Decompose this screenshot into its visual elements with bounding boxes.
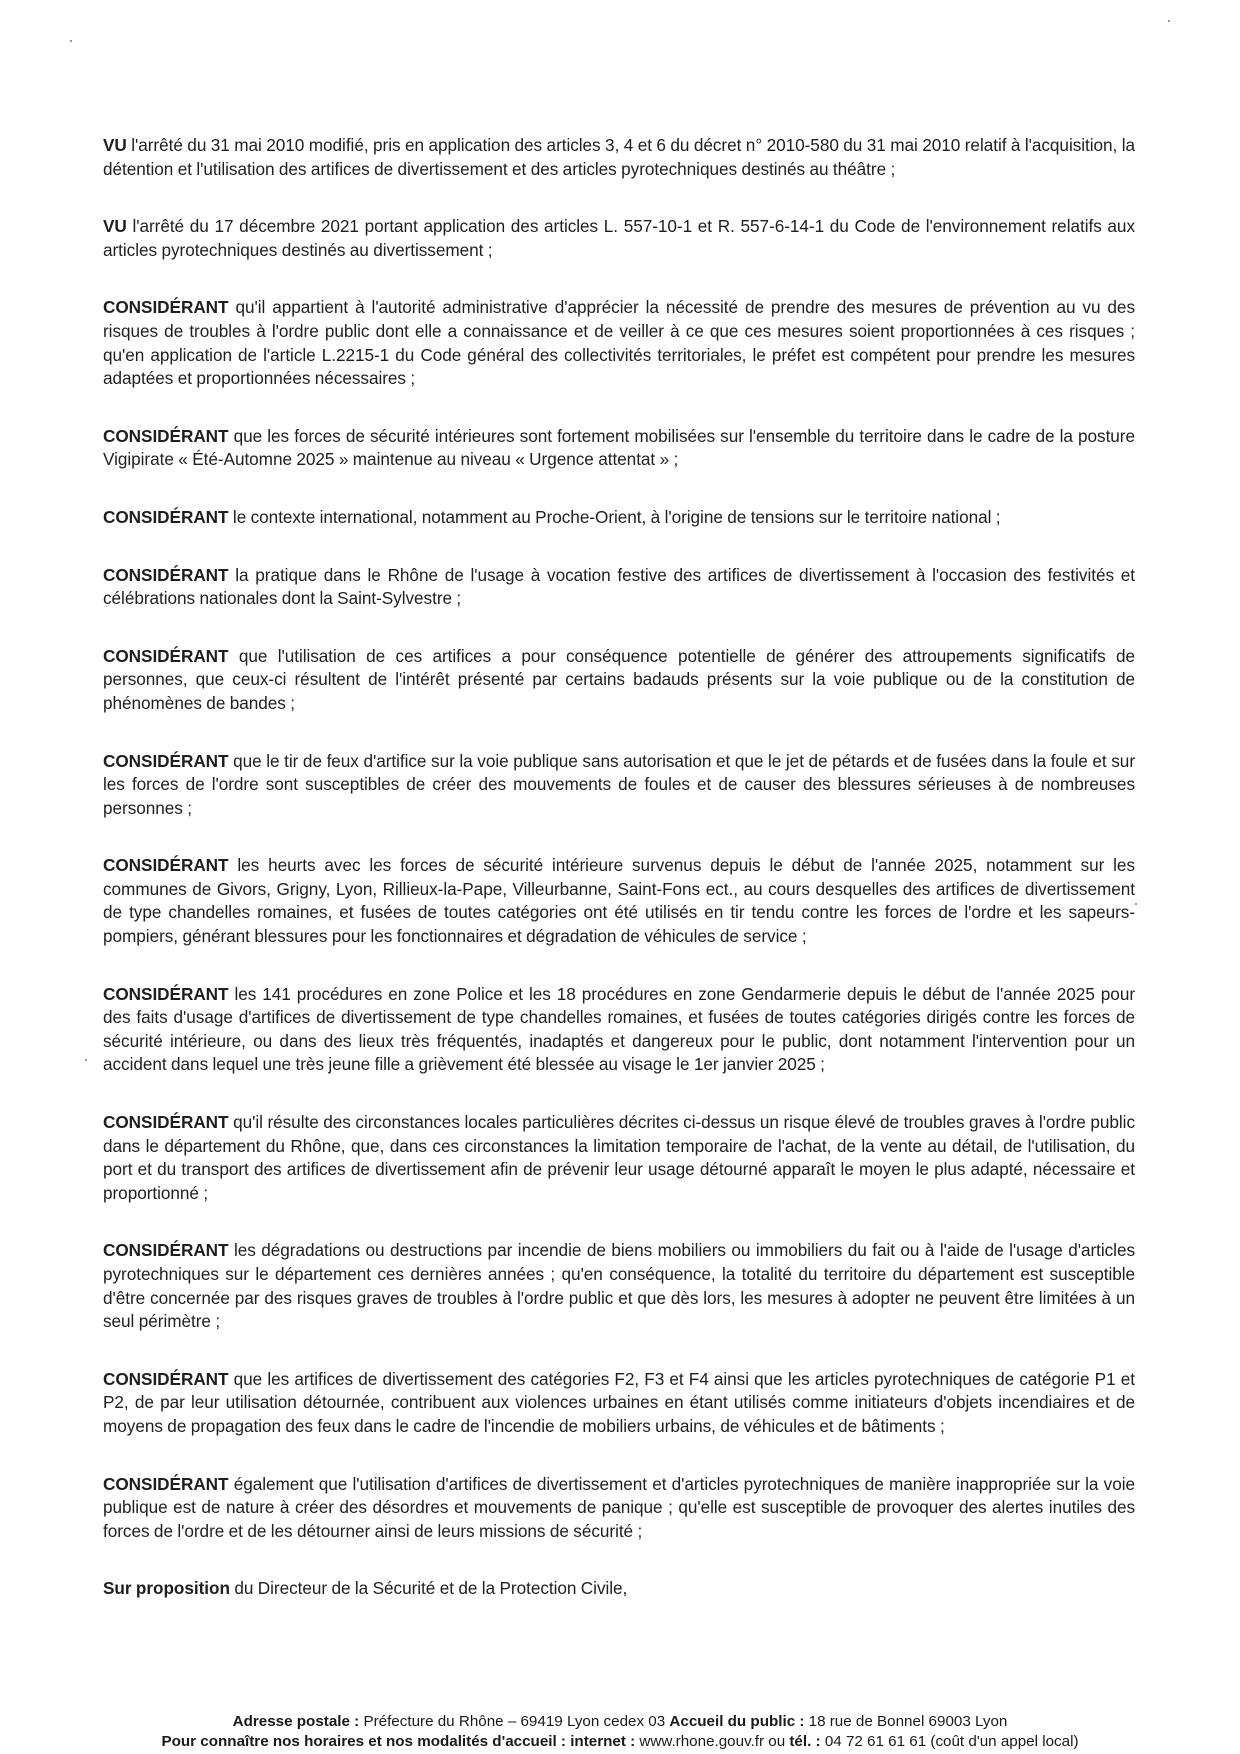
footer-hours-value: www.rhone.gouv.fr ou — [635, 1733, 790, 1750]
paragraph-text: que les artifices de divertissement des catégories F2, F3 et F4 ainsi que les articles pyrotechniques de catégorie P1 et P2, de par leur utilisation détournée, contribuent aux violences urbaines en étant utilisés comme initiateurs d'objets incendiaires et de moyens de propagation des feux dans le cadre de l'incendie de mobiliers urbains, de véhicules et de bâtiments ; — [103, 1368, 1135, 1436]
paragraph-sur-proposition — [103, 1577, 1135, 1601]
paragraph-considerant-2 — [103, 425, 1135, 472]
footer-address-value: Préfecture du Rhône – 69419 Lyon cedex 03 — [359, 1713, 670, 1730]
paragraph-text: les 141 procédures en zone Police et les 18 procédures en zone Gendarmerie depuis le début de l'année 2025 pour des faits d'usage d'artifices de divertissement de type chandelles romaines, et fusées de toutes catégories dirigés contre les forces de sécurité intérieure, ou dans des lieux très fréquentés, inadaptés et dangereux pour le public, dont notamment l'intervention pour un accident dans lequel une très jeune fille a grièvement été blessée au visage le 1er janvier 2025 ; — [103, 983, 1135, 1075]
paragraph-keyword: CONSIDÉRANT — [103, 645, 229, 666]
page-footer — [90, 1712, 1150, 1752]
paragraph-keyword: CONSIDÉRANT — [103, 506, 229, 527]
paragraph-considerant-10 — [103, 1239, 1135, 1333]
paragraph-text: les dégradations ou destructions par incendie de biens mobiliers ou immobiliers du fait ou à l'aide de l'usage d'articles pyrotechniques sur le département ces dernières années ; qu'en conséquence, la totalité du territoire du département est susceptible d'être concernée par des risques graves de troubles à l'ordre public et que dès lors, les mesures à adopter ne peuvent être limitées à un seul périmètre ; — [103, 1240, 1135, 1332]
footer-reception-value: 18 rue de Bonnel 69003 Lyon — [804, 1713, 1008, 1730]
paragraph-keyword: CONSIDÉRANT — [103, 1473, 229, 1494]
paragraph-text: que le tir de feux d'artifice sur la voie publique sans autorisation et que le jet de pétards et de fusées dans la foule et sur les forces de l'ordre sont susceptibles de créer des mouvements de foules et de causer des blessures sérieuses à de nombreuses personnes ; — [103, 750, 1135, 818]
paragraph-text: les heurts avec les forces de sécurité intérieure survenus depuis le début de l'année 2025, notamment sur les communes de Givors, Grigny, Lyon, Rillieux-la-Pape, Villeurbanne, Saint-Fons ect., au cours desquelles des artifices de divertissement de type chandelles romaines, et fusées de toutes catégories ont été utilisés en tir tendu contre les forces de l'ordre et les sapeurs-pompiers, générant blessures pour les fonctionnaires et dégradation de véhicules de service ; — [103, 855, 1135, 947]
footer-phone-label: tél. : — [789, 1733, 821, 1750]
paragraph-keyword: Sur proposition — [103, 1578, 230, 1599]
paragraph-keyword: CONSIDÉRANT — [103, 1368, 229, 1389]
paragraph-considerant-7 — [103, 854, 1135, 948]
scan-speck — [85, 1059, 87, 1061]
paragraph-text: l'arrêté du 17 décembre 2021 portant application des articles L. 557-10-1 et R. 557-6-14-1 du Code de l'environnement relatifs aux articles pyrotechniques destinés au divertissement ; — [103, 216, 1135, 260]
paragraph-text: que l'utilisation de ces artifices a pour conséquence potentielle de générer des attroupements significatifs de personnes, que ceux-ci résultent de l'intérêt présenté par certains badauds présents sur la voie publique ou de la constitution de phénomènes de bandes ; — [103, 645, 1135, 713]
paragraph-considerant-9 — [103, 1111, 1135, 1205]
paragraph-keyword: CONSIDÉRANT — [103, 297, 229, 318]
paragraph-text: l'arrêté du 31 mai 2010 modifié, pris en application des articles 3, 4 et 6 du décret n° 2010-580 du 31 mai 2010 relatif à l'acquisition, la détention et l'utilisation des artifices de divertissement et des articles pyrotechniques destinés au théâtre ; — [103, 135, 1135, 179]
paragraph-text: qu'il résulte des circonstances locales particulières décrites ci-dessus un risque élevé de troubles graves à l'ordre public dans le département du Rhône, que, dans ces circonstances la limitation temporaire de l'achat, de la vente au détail, de l'utilisation, du port et du transport des artifices de divertissement afin de prévenir leur usage détourné apparaît le moyen le plus adapté, nécessaire et proportionné ; — [103, 1112, 1135, 1203]
paragraph-considerant-6 — [103, 750, 1135, 821]
paragraph-text: qu'il appartient à l'autorité administrative d'apprécier la nécessité de prendre des mesures de prévention au vu des risques de troubles à l'ordre public dont elle a connaissance et de veiller à ce que ces mesures soient proportionnées à ces risques ; qu'en application de l'article L.2215-1 du Code général des collectivités territoriales, le préfet est compétent pour prendre les mesures adaptées et proportionnées nécessaires ; — [103, 297, 1135, 389]
paragraph-considerant-8 — [103, 983, 1135, 1077]
footer-address-line — [90, 1712, 1150, 1732]
paragraph-considerant-4 — [103, 564, 1135, 611]
paragraph-keyword: VU — [103, 135, 127, 155]
scan-speck — [70, 40, 72, 42]
paragraph-keyword: CONSIDÉRANT — [103, 425, 229, 446]
paragraph-text: du Directeur de la Sécurité et de la Protection Civile, — [229, 1578, 628, 1599]
paragraph-considerant-1 — [103, 296, 1135, 390]
paragraph-considerant-3 — [103, 506, 1135, 530]
footer-hours-label: Pour connaître nos horaires et nos modalités d'accueil : internet : — [161, 1733, 636, 1750]
paragraph-keyword: CONSIDÉRANT — [103, 983, 229, 1004]
paragraph-text: la pratique dans le Rhône de l'usage à vocation festive des artifices de divertissement à l'occasion des festivités et célébrations nationales dont la Saint-Sylvestre ; — [103, 564, 1135, 609]
paragraph-text: que les forces de sécurité intérieures sont fortement mobilisées sur l'ensemble du territoire dans le cadre de la posture Vigipirate « Été-Automne 2025 » maintenue au niveau « Urgence attentat » ; — [103, 425, 1135, 470]
paragraph-keyword: CONSIDÉRANT — [103, 1240, 229, 1261]
paragraph-keyword: CONSIDÉRANT — [103, 855, 229, 876]
paragraph-considerant-5 — [103, 645, 1135, 716]
paragraph-keyword: CONSIDÉRANT — [103, 1112, 229, 1133]
scan-speck — [1135, 903, 1137, 905]
paragraph-vu-2 — [103, 215, 1135, 262]
paragraph-text: le contexte international, notamment au Proche-Orient, à l'origine de tensions sur le territoire national ; — [228, 506, 1001, 527]
paragraph-text: également que l'utilisation d'artifices de divertissement et d'articles pyrotechniques de manière inappropriée sur la voie publique est de nature à créer des désordres et mouvements de panique ; qu'elle est susceptible de provoquer des alertes inutiles des forces de l'ordre et de les détourner ainsi de leurs missions de sécurité ; — [103, 1473, 1135, 1541]
paragraph-considerant-12 — [103, 1473, 1135, 1544]
footer-phone-value: 04 72 61 61 61 (coût d'un appel local) — [820, 1733, 1079, 1750]
footer-address-label: Adresse postale : — [232, 1713, 360, 1730]
footer-reception-label: Accueil du public : — [669, 1713, 805, 1730]
scan-speck — [1168, 20, 1170, 22]
paragraph-considerant-11 — [103, 1368, 1135, 1439]
paragraph-keyword: VU — [103, 216, 127, 237]
paragraph-vu-1 — [103, 134, 1135, 181]
paragraph-keyword: CONSIDÉRANT — [103, 750, 229, 771]
document-body — [103, 134, 1135, 1635]
footer-contact-line — [90, 1732, 1150, 1752]
paragraph-keyword: CONSIDÉRANT — [103, 564, 229, 585]
